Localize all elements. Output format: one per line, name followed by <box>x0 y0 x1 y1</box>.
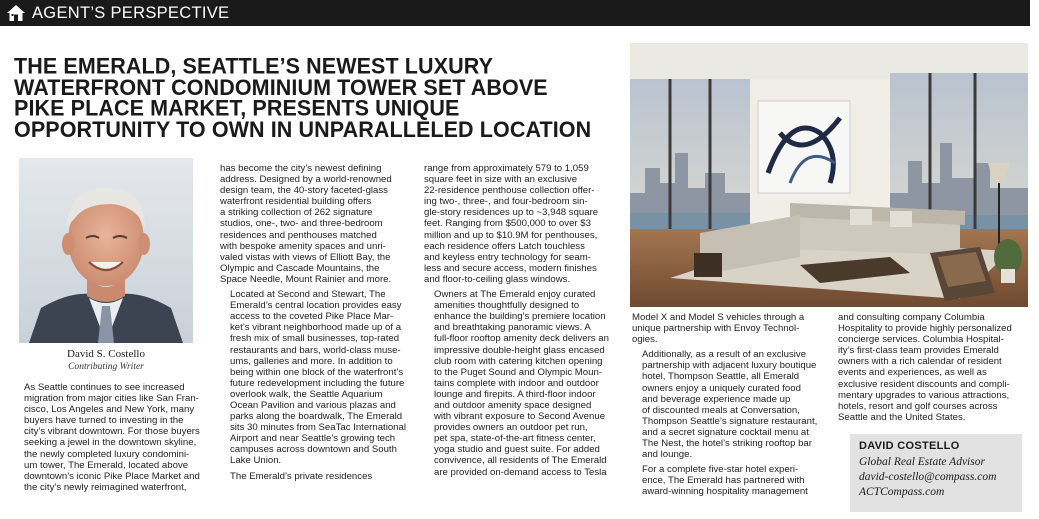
text-line: impressive double-height glass encased <box>434 344 605 356</box>
text-line: feet. Ranging from $500,000 to over $3 <box>424 218 591 230</box>
text-line: buyers have turned to investing in the <box>24 415 184 427</box>
text-line: ing two-, three-, and four-bedroom sin- <box>424 196 588 208</box>
text-line: unique partnership with Envoy Technol- <box>632 323 800 335</box>
text-line: enhance the building’s premiere location <box>434 311 606 323</box>
headline-line: THE EMERALD, SEATTLE’S NEWEST LUXURY <box>14 54 494 79</box>
text-line: ence, The Emerald has partnered with <box>642 475 805 487</box>
text-line: million and up to $10.9M for penthouses, <box>424 229 598 241</box>
text-line: ums, galleries and more. In addition to <box>230 355 393 367</box>
text-line: range from approximately 579 to 1,059 <box>424 163 589 174</box>
text-line: Additionally, as a result of an exclusive <box>642 349 807 361</box>
text-line: access to the coveted Pike Place Mar- <box>230 311 394 323</box>
text-line: and consulting company Columbia <box>838 312 985 323</box>
text-line: and beverage experience made up <box>642 393 791 405</box>
text-line: exclusive resident discounts and compli- <box>838 378 1010 390</box>
paragraph <box>838 312 1033 423</box>
text-line: and keyless entry technology for seam- <box>424 251 591 263</box>
text-line: restaurants and bars, world-class muse- <box>230 344 401 356</box>
text-line: less and secure access, modern finishes <box>424 262 597 274</box>
text-line: Lake Union. <box>230 455 282 467</box>
signature-email: david-costello@compass.com <box>859 471 997 483</box>
text-line: yoga studio and guest suite. For added <box>434 444 600 456</box>
text-line: seeking a jewel in the downtown skyline, <box>24 437 197 449</box>
text-line: and a secret signature cocktail menu at <box>642 426 809 438</box>
text-line: Seattle and the United States. <box>838 411 966 423</box>
paragraph <box>632 312 832 345</box>
headline-line: WATERFRONT CONDOMINIUM TOWER SET ABOVE <box>14 75 548 100</box>
text-line: tains complete with indoor and outdoor <box>434 377 599 389</box>
headline-line: OPPORTUNITY TO OWN IN UNPARALLELED LOCATION <box>14 116 592 142</box>
text-line: ket’s vibrant neighborhood made up of a <box>230 322 402 334</box>
article-column-2 <box>220 163 420 486</box>
text-line: being within one block of the waterfront’s <box>230 366 404 378</box>
author-photo <box>19 158 193 343</box>
text-line: hotel, Thompson Seattle, all Emerald <box>642 371 800 383</box>
text-line: 22-residence penthouse collection offer- <box>424 185 595 197</box>
signature-name: DAVID COSTELLO <box>859 440 960 452</box>
signature-title: Global Real Estate Advisor <box>859 456 985 468</box>
text-line: provides owners an outdoor pet run, <box>434 422 588 434</box>
text-line: and lounge. <box>642 449 693 461</box>
text-line: For a complete five-star hotel experi- <box>642 464 799 476</box>
section-label: AGENT’S PERSPECTIVE <box>32 3 230 22</box>
text-line: owners with a rich calendar of resident <box>838 356 1002 368</box>
text-line: and outdoor amenity space designed <box>434 399 592 411</box>
text-line: valed vistas with views of Elliott Bay, the <box>220 251 391 263</box>
text-line: full-floor rooftop amenity deck delivers an <box>434 333 609 345</box>
text-line: convivence, all residents of The Emerald <box>434 455 607 467</box>
article-column-5 <box>838 312 1033 427</box>
text-line: ity’s first-class team provides Emerald <box>838 345 999 357</box>
article-column-3 <box>424 163 624 482</box>
text-line: partnership with adjacent luxury boutique <box>642 360 817 372</box>
signature-website: ACTCompass.com <box>859 486 945 498</box>
paragraph <box>632 349 832 460</box>
text-line: studios, one-, two- and three-bedroom <box>220 218 383 230</box>
text-line: amenities thoughtfully designed to <box>434 300 580 312</box>
paragraph <box>220 471 420 482</box>
text-line: hotels, resort and golf courses across <box>838 400 998 412</box>
text-line: address. Designed by a world-renowned <box>220 174 392 186</box>
text-line: sits 30 minutes from SeaTac International <box>230 422 406 434</box>
author-role: Contributing Writer <box>68 362 144 372</box>
paragraph <box>220 163 420 285</box>
text-line: Ocean Pavilion and various plazas and <box>230 399 396 411</box>
paragraph <box>424 289 624 478</box>
house-icon <box>6 4 26 22</box>
text-line: fresh mix of small businesses, top-rated <box>230 333 400 345</box>
author-name: David S. Costello <box>67 348 145 360</box>
text-line: future redevelopment including the future <box>230 377 405 389</box>
text-line: pet spa, state-of-the-art fitness center, <box>434 433 596 445</box>
text-line: with vibrant exposure to Second Avenue <box>434 411 606 423</box>
paragraph <box>220 289 420 467</box>
author-signature-box <box>850 434 1022 512</box>
text-line: has become the city’s newest defining <box>220 163 382 174</box>
text-line: and floor-to-ceiling glass windows. <box>424 273 571 285</box>
text-line: square feet in size with an exclusive <box>424 174 578 186</box>
text-line: As Seattle continues to see increased <box>24 382 185 393</box>
article-column-1 <box>14 382 210 497</box>
text-line: events and experiences, as well as <box>838 367 987 379</box>
text-line: and breathtaking panoramic views. A <box>434 322 591 334</box>
text-line: downtown’s iconic Pike Place Market and <box>24 470 200 482</box>
text-line: overlook walk, the Seattle Aquarium <box>230 388 383 400</box>
text-line: of discounted meals at Conversation, <box>642 404 800 416</box>
section-banner <box>0 0 1030 26</box>
text-line: The Nest, the hotel’s striking rooftop bar <box>642 438 812 450</box>
text-line: to the Puget Sound and Olympic Moun- <box>434 366 602 378</box>
text-line: concierge services. Columbia Hospital- <box>838 334 1004 346</box>
text-line: the city’s newly reimagined waterfront, <box>24 481 187 493</box>
text-line: design team, the 40-story faceted-glass <box>220 185 388 197</box>
paragraph <box>424 163 624 285</box>
text-line: Space Needle, Mount Rainier and more. <box>220 273 392 285</box>
text-line: campuses across downtown and South <box>230 444 397 456</box>
headline-line: PIKE PLACE MARKET, PRESENTS UNIQUE <box>14 95 460 121</box>
text-line: Hospitality to provide highly personalized <box>838 323 1012 335</box>
text-line: um tower, The Emerald, located above <box>24 459 189 471</box>
text-line: club room with catering kitchen opening <box>434 355 603 367</box>
text-line: lounge and firepits. A third-floor indoor <box>434 388 596 400</box>
text-line: the newly completed luxury condomini- <box>24 448 190 460</box>
text-line: cisco, Los Angeles and New York, many <box>24 404 195 416</box>
paragraph <box>14 382 210 493</box>
text-line: Owners at The Emerald enjoy curated <box>434 289 596 301</box>
text-line: with bespoke amenity spaces and unri- <box>220 240 386 252</box>
text-line: ogies. <box>632 334 658 346</box>
text-line: migration from major cities like San Fran- <box>24 393 199 405</box>
text-line: each residence offers Latch touchless <box>424 240 585 252</box>
living-room-image <box>630 43 1028 307</box>
text-line: Model X and Model S vehicles through a <box>632 312 805 323</box>
text-line: award-winning hospitality management <box>642 486 808 498</box>
author-portrait-image <box>19 158 193 343</box>
text-line: Located at Second and Stewart, The <box>230 289 386 301</box>
article-column-4 <box>632 312 832 502</box>
text-line: Olympic and Cascade Mountains, the <box>220 262 380 274</box>
text-line: Thompson Seattle’s signature restaurant, <box>642 415 818 427</box>
text-line: a striking collection of 262 signature <box>220 207 373 219</box>
text-line: Emerald’s central location provides easy <box>230 300 402 312</box>
interior-photo <box>630 43 1028 307</box>
text-line: are provided on-demand access to Tesla <box>434 466 607 478</box>
text-line: residences and penthouses matched <box>220 229 377 241</box>
text-line: gle-story residences up to ~3,948 square <box>424 207 599 219</box>
text-line: waterfront residential building offers <box>220 196 372 208</box>
text-line: city’s vibrant downtown. For those buyers <box>24 426 200 438</box>
text-line: parks along the boardwalk, The Emerald <box>230 411 403 423</box>
text-line: The Emerald’s private residences <box>230 470 373 482</box>
text-line: owners enjoy a uniquely curated food <box>642 382 801 394</box>
text-line: Airport and near Seattle’s growing tech <box>230 433 396 445</box>
text-line: mentary upgrades to various attractions, <box>838 389 1010 401</box>
article-headline <box>14 56 624 140</box>
paragraph <box>632 464 832 497</box>
